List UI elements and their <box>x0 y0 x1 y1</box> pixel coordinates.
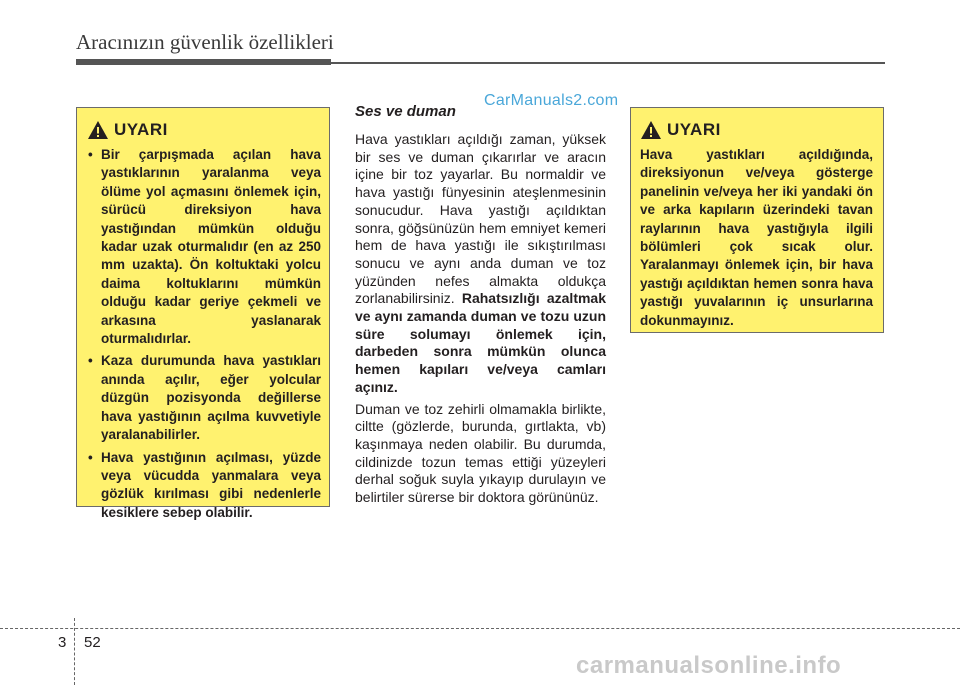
page-number: 52 <box>84 634 101 651</box>
chapter-number: 3 <box>58 634 67 651</box>
paragraph-dust: Duman ve toz zehirli olmamakla birlikte, ciltte (gözlerde, burunda, gırtlakta, vb) kaşınmaya neden olabilir. Bu durumda, cildinizde tozun temas ettiği yüzeyleri derhal soğuk suyla yıkayıp durulayın ve belirtiler sürerse bir doktora görününüz. <box>355 400 606 506</box>
header-rule-thin <box>331 62 885 64</box>
warning-triangle-icon <box>87 120 109 140</box>
paragraph-smoke-normal: Hava yastıkları açıldığı zaman, yüksek bir ses ve duman çıkarırlar ve aracın içine bir toz yayarlar. Bu normaldir ve hava yastığı fünyesinin ateşlenmesinin sonucudur. Hava yastığı açıldıktan sonra, göğsünüzün hem emniyet kemeri hem de hava yastığı ile sıkıştırılması sonucu ve aynı anda duman ve toz yüzünden nefes almakta oldukça zorlanabilirsiniz. <box>355 131 606 307</box>
warning-text: Hava yastıkları açıldığında, direksiyonun ve/veya gösterge panelinin ve/veya her iki yandaki ön ve arka kapıların üzerindeki tavan raylarının hava yastığıyla ilgili bölümleri çok sıcak olur. Yaralanmayı önlemek için, bir hava yastığı açıldıktan hemen sonra hava yastığı yuvalarının iç unsurlarına dokunmayınız. <box>640 147 873 328</box>
warning-item: • Kaza durumunda hava yastıkları anında açılır, eğer yolcular düzgün pozisyonda değillerse hava yastığının açılma kuvvetiyle yaralanabilirler. <box>87 352 321 444</box>
watermark-bottom: carmanualsonline.info <box>576 652 842 679</box>
warning-header <box>640 120 873 140</box>
warning-item: • Hava yastığının açılması, yüzde veya vücudda yanmalara veya gözlük kırılması gibi nedenlerle kesiklere sebep olabilir. <box>87 449 321 523</box>
page-header-title: Aracınızın güvenlik özellikleri <box>76 30 334 54</box>
warning-box-right <box>630 107 884 333</box>
warning-item: • Bir çarpışmada açılan hava yastıklarının yaralanma veya ölüme yol açmasını önlemek için, sürücü direksiyon hava yastığından mümkün olduğu kadar uzak oturmalıdır (en az 250 mm uzakta). Ön koltuktaki yolcu daima koltuklarını mümkün olduğu kadar geriye çekmeli ve arkasına yaslanarak oturmalıdırlar. <box>87 146 321 348</box>
paragraph-smoke <box>355 131 606 397</box>
warning-triangle-icon <box>640 120 662 140</box>
section-title: Ses ve duman <box>355 103 456 120</box>
warning-box-left <box>76 107 330 520</box>
main-text-column <box>355 103 606 511</box>
footer-divider <box>0 628 960 629</box>
warning-title: UYARI <box>667 120 721 139</box>
warning-title: UYARI <box>114 120 168 139</box>
header-rule-thick <box>76 59 331 65</box>
warning-list <box>87 146 321 522</box>
watermark-top: CarManuals2.com <box>484 92 619 109</box>
footer-vertical-divider <box>74 618 75 685</box>
warning-header <box>87 120 321 140</box>
paragraph-smoke-bold: Rahatsızlığı azaltmak ve aynı zamanda duman ve tozu uzun süre solumayı önlemek için, darbeden sonra mümkün olunca hemen kapıları ve/veya camları açınız. <box>355 290 606 395</box>
